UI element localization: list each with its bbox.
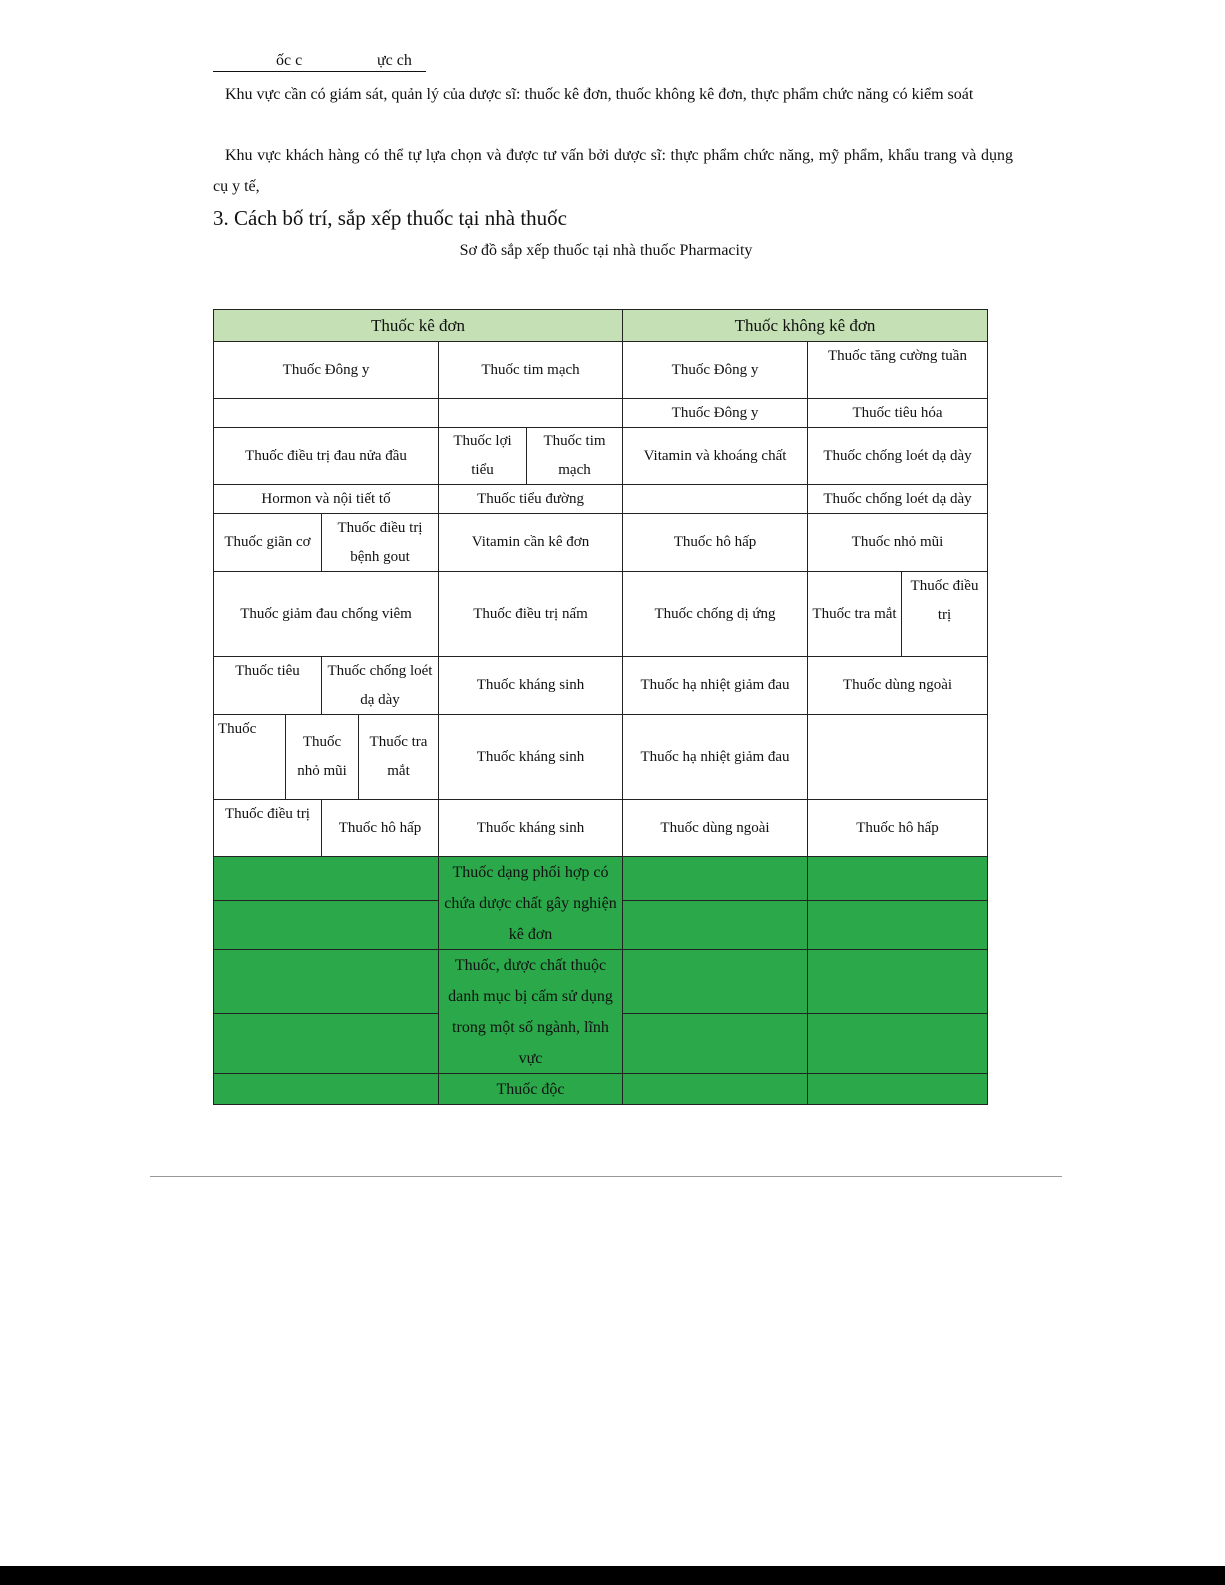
- header-otc: Thuốc không kê đơn: [622, 309, 988, 342]
- arrangement-diagram: [213, 309, 988, 1105]
- green-cell: [622, 1013, 808, 1074]
- cell-r7c1a: Thuốc tiêu: [213, 656, 322, 715]
- cell-r8c3: Thuốc hạ nhiệt giảm đau: [622, 714, 808, 800]
- green-cell: [622, 856, 808, 901]
- green-cell: [807, 1073, 988, 1105]
- cell-r1c3: Thuốc Đông y: [622, 341, 808, 399]
- cell-r3c2b: Thuốc tim mạch: [526, 427, 623, 485]
- cell-r2c2: [438, 398, 623, 428]
- paragraph-self-service-area: Khu vực khách hàng có thể tự lựa chọn và được tư vấn bởi dược sĩ: thực phẩm chức năng, mỹ phẩm, khẩu trang và dụng cụ y tế,: [213, 147, 1013, 195]
- cell-r9c1a: Thuốc điều trị: [213, 799, 322, 857]
- cell-r9c4: Thuốc hô hấp: [807, 799, 988, 857]
- cell-r7c3: Thuốc hạ nhiệt giảm đau: [622, 656, 808, 715]
- cell-r2c3: Thuốc Đông y: [622, 398, 808, 428]
- green-cell: [213, 949, 439, 1014]
- green-cell: [213, 856, 439, 901]
- cell-r3c2a: Thuốc lợi tiểu: [438, 427, 527, 485]
- green-cell: [807, 1013, 988, 1074]
- fragment-underline: [213, 71, 426, 72]
- green-cell: [622, 1073, 808, 1105]
- cell-r7c4: Thuốc dùng ngoài: [807, 656, 988, 715]
- cell-r4c3: [622, 484, 808, 514]
- cell-r5c2: Vitamin cần kê đơn: [438, 513, 623, 572]
- green-cell: [213, 900, 439, 950]
- cell-r5c4: Thuốc nhỏ mũi: [807, 513, 988, 572]
- fragment-right: ực ch: [377, 52, 412, 69]
- cell-r8c4: [807, 714, 988, 800]
- cell-r1c4: Thuốc tăng cường tuần: [807, 341, 988, 399]
- cell-r3c4: Thuốc chống loét dạ dày: [807, 427, 988, 485]
- cell-r5c3: Thuốc hô hấp: [622, 513, 808, 572]
- header-prescription: Thuốc kê đơn: [213, 309, 623, 342]
- cell-r9c1b: Thuốc hô hấp: [321, 799, 439, 857]
- section-heading: 3. Cách bố trí, sắp xếp thuốc tại nhà thuốc: [213, 206, 567, 230]
- fragment-left: ốc c: [276, 52, 303, 69]
- cell-r9c2: Thuốc kháng sinh: [438, 799, 623, 857]
- cell-r4c1: Hormon và nội tiết tố: [213, 484, 439, 514]
- cell-r6c4a: Thuốc tra mắt: [807, 571, 902, 657]
- cell-r6c2: Thuốc điều trị nấm: [438, 571, 623, 657]
- cell-r9c3: Thuốc dùng ngoài: [622, 799, 808, 857]
- green-cell: [807, 856, 988, 901]
- green-cell: [622, 900, 808, 950]
- green-cell: [807, 900, 988, 950]
- cell-r4c4: Thuốc chống loét dạ dày: [807, 484, 988, 514]
- diagram-caption: Sơ đồ sắp xếp thuốc tại nhà thuốc Pharmacity: [459, 242, 753, 259]
- cell-r3c3: Vitamin và khoáng chất: [622, 427, 808, 485]
- green-cell: [807, 949, 988, 1014]
- cell-r6c1: Thuốc giảm đau chống viêm: [213, 571, 439, 657]
- cell-r4c2: Thuốc tiểu đường: [438, 484, 623, 514]
- cell-r3c1: Thuốc điều trị đau nửa đầu: [213, 427, 439, 485]
- cell-r1c2: Thuốc tim mạch: [438, 341, 623, 399]
- cell-toxic-drugs: Thuốc độc: [438, 1073, 623, 1105]
- cell-addictive-combination: Thuốc dạng phối hợp có chứa dược chất gây nghiện kê đơn: [438, 856, 623, 950]
- cell-r8c1b: Thuốc nhỏ mũi: [285, 714, 359, 800]
- cell-r8c2: Thuốc kháng sinh: [438, 714, 623, 800]
- paragraph-supervised-area: Khu vực cần có giám sát, quản lý của dược sĩ: thuốc kê đơn, thuốc không kê đơn, thực phẩm chức năng có kiểm soát: [225, 86, 974, 103]
- cell-r7c1b: Thuốc chống loét dạ dày: [321, 656, 439, 715]
- cell-r8c1c: Thuốc tra mắt: [358, 714, 439, 800]
- green-cell: [213, 1073, 439, 1105]
- bottom-bar: [0, 1566, 1225, 1585]
- cell-r6c3: Thuốc chống dị ứng: [622, 571, 808, 657]
- cell-r5c1b: Thuốc điều trị bệnh gout: [321, 513, 439, 572]
- green-cell: [622, 949, 808, 1014]
- cell-r7c2: Thuốc kháng sinh: [438, 656, 623, 715]
- cell-r2c1: [213, 398, 439, 428]
- cell-r6c4b: Thuốc điều trị: [901, 571, 988, 657]
- cell-banned-substances: Thuốc, dược chất thuộc danh mục bị cấm sử dụng trong một số ngành, lĩnh vực: [438, 949, 623, 1074]
- cell-r5c1a: Thuốc giãn cơ: [213, 513, 322, 572]
- page-divider: [150, 1176, 1062, 1177]
- green-cell: [213, 1013, 439, 1074]
- cell-r1c1: Thuốc Đông y: [213, 341, 439, 399]
- cell-r8c1a: Thuốc: [213, 714, 286, 800]
- cell-r2c4: Thuốc tiêu hóa: [807, 398, 988, 428]
